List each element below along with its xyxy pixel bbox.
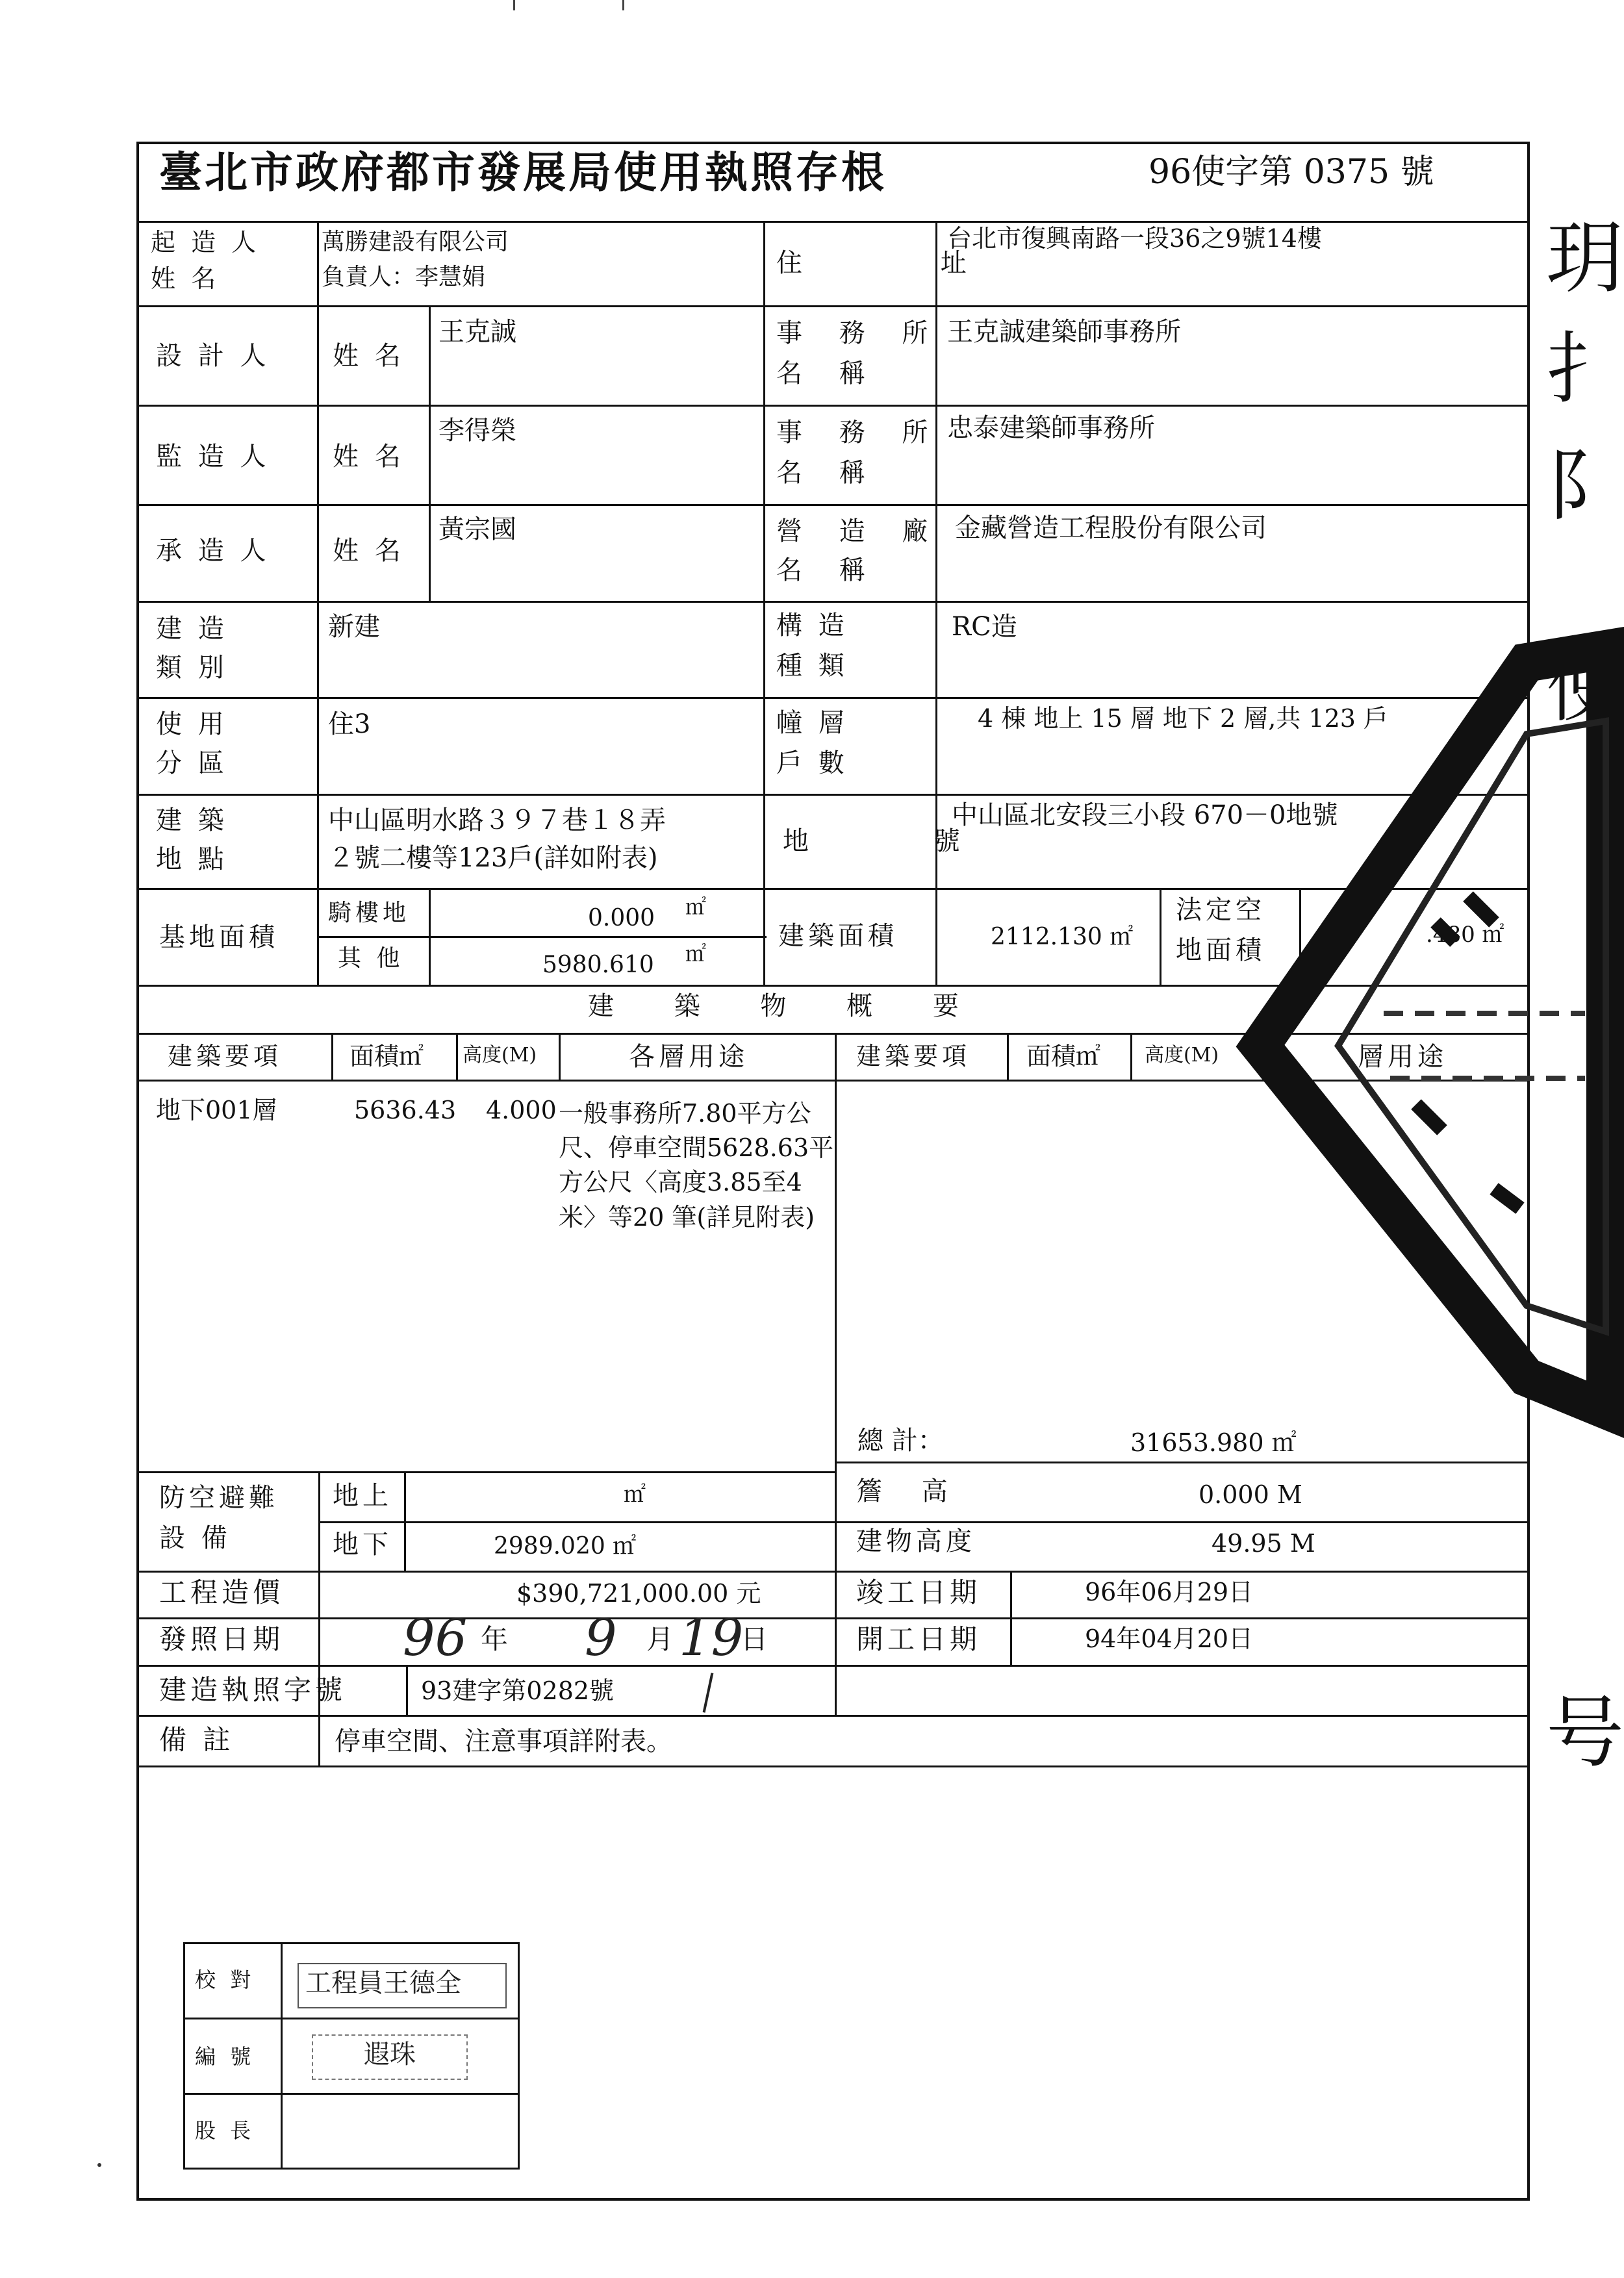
row-line — [835, 1462, 1530, 1463]
scan-mark — [622, 0, 624, 10]
floor-area: 5636.43 — [354, 1096, 457, 1124]
address-label: 住 址 — [776, 248, 1032, 278]
site-address-line1: 中山區明水路３９７巷１８弄 — [328, 805, 666, 835]
row-line — [136, 1617, 1530, 1619]
check-stamp: 工程員王德全 — [305, 1968, 461, 1998]
floor-use: 一般事務所7.80平方公尺、停車空間5628.63平方公尺〈高度3.85至4米〉等20 筆(詳見附表) — [559, 1099, 834, 1232]
designer-office-label: 事 務 所 — [776, 318, 943, 348]
supervisor-office: 忠泰建築師事務所 — [947, 413, 1155, 443]
use-zone-label-2: 分 區 — [156, 748, 228, 778]
shelter-above-label: 地上 — [333, 1481, 392, 1511]
summary-title: 建 築 物 概 要 — [588, 991, 985, 1021]
row-line — [136, 601, 1530, 603]
open-space-label: 法定空 — [1176, 895, 1265, 925]
other-value: 5980.610 — [542, 952, 654, 978]
designer-office: 王克誠建築師事務所 — [947, 317, 1181, 347]
designer-name: 王克誠 — [438, 317, 516, 347]
construction-type-label: 建 造 — [156, 614, 228, 644]
col-line — [1010, 1571, 1012, 1665]
designer-office-label-2: 名 稱 — [776, 359, 880, 388]
construction-type: 新建 — [328, 612, 380, 642]
units-label: 幢 層 — [776, 708, 848, 738]
col-line — [1160, 888, 1161, 985]
builder-person: 負責人：李慧娟 — [322, 264, 486, 290]
open-space-value: .480 ㎡ — [1426, 922, 1504, 948]
review-col-line — [281, 1942, 283, 2170]
col-line — [317, 221, 319, 985]
document-title: 臺北市政府都市發展局使用執照存根 — [159, 147, 887, 197]
margin-fragment: 使 — [1546, 642, 1624, 733]
col-use-header-2: 層用途 — [1358, 1042, 1447, 1072]
cost-value: $390,721,000.00 元 — [516, 1579, 761, 1608]
chief-label: 股 長 — [195, 2118, 255, 2143]
contractor-name-label: 姓 名 — [333, 536, 405, 566]
building-units: 4 棟 地上 15 層 地下 2 層,共 123 戶 — [978, 704, 1389, 733]
shelter-label-2: 設 備 — [159, 1523, 231, 1553]
supervisor-name: 李得榮 — [438, 416, 516, 446]
building-height-label: 建物高度 — [856, 1526, 976, 1556]
col-item-header: 建築要項 — [168, 1042, 283, 1070]
row-line — [136, 305, 1530, 307]
col-line — [1130, 1033, 1132, 1080]
number-stamp: 遐珠 — [364, 2040, 416, 2069]
floor-height: 4.000 — [486, 1096, 557, 1124]
row-line — [136, 405, 1530, 407]
col-height-header: 高度(M) — [463, 1044, 537, 1067]
col-area-header: 面積㎡ — [349, 1042, 424, 1070]
contractor-label: 承 造 人 — [156, 536, 270, 566]
site-area-label: 基地面積 — [159, 922, 279, 952]
issue-day-unit: 日 — [741, 1623, 768, 1655]
builder-label: 起 造 人 — [151, 228, 260, 257]
site-label: 建 築 — [156, 805, 228, 835]
issue-month-handwritten: 9 — [585, 1609, 617, 1667]
col-line — [404, 1471, 406, 1571]
eave-label: 簷 高 — [856, 1476, 963, 1506]
start-date: 94年04月20日 — [1085, 1625, 1254, 1653]
permit-number: 96使字第 0375 號 — [1148, 153, 1434, 192]
units-label-2: 戶 數 — [776, 748, 848, 778]
margin-fragment: 玥 — [1546, 214, 1624, 304]
open-space-label-2: 地面積 — [1176, 935, 1265, 965]
row-line — [136, 221, 1530, 223]
supervisor-office-label: 事 務 所 — [776, 418, 943, 448]
use-zone-label: 使 用 — [156, 709, 228, 739]
builder-company: 萬勝建設有限公司 — [322, 229, 509, 255]
designer-label: 設 計 人 — [156, 341, 270, 371]
row-line — [136, 1571, 1530, 1573]
completion-date: 96年06月29日 — [1085, 1578, 1254, 1606]
total-value: 31653.980 ㎡ — [1130, 1428, 1297, 1457]
row-line — [136, 1715, 1530, 1717]
row-line — [318, 936, 767, 938]
contractor-firm: 金藏營造工程股份有限公司 — [955, 513, 1267, 543]
col-use-header: 各層用途 — [629, 1042, 748, 1072]
cost-label: 工程造價 — [159, 1576, 285, 1608]
arcade-unit: ㎡ — [685, 894, 707, 919]
lot-label: 地 號 — [783, 826, 1019, 856]
shelter-below-value: 2989.020 ㎡ — [494, 1533, 637, 1560]
construction-type-label-2: 類 別 — [156, 653, 228, 683]
arcade-value: 0.000 — [588, 905, 655, 931]
scan-mark — [513, 0, 515, 10]
license-label: 建造執照字號 — [159, 1674, 347, 1706]
remarks-label: 備 註 — [159, 1724, 235, 1756]
col-line — [429, 305, 431, 601]
contractor-firm-label: 營 造 廠 — [776, 516, 943, 546]
site-label-2: 地 點 — [156, 844, 228, 874]
review-row-line — [183, 2093, 520, 2095]
structure-type: RC造 — [952, 612, 1017, 642]
start-date-label: 開工日期 — [856, 1623, 982, 1655]
row-line — [318, 1521, 1530, 1523]
building-height-value: 49.95 M — [1212, 1529, 1315, 1558]
shelter-above-value: ㎡ — [624, 1482, 646, 1508]
contractor-firm-label-2: 名 稱 — [776, 555, 880, 585]
row-line — [136, 504, 1530, 506]
scan-mark — [97, 2163, 101, 2167]
col-line — [559, 1033, 561, 1080]
shelter-below-label: 地下 — [333, 1530, 392, 1560]
col-line — [331, 1033, 333, 1080]
row-line — [136, 1765, 1530, 1767]
floor-item: 地下001層 — [156, 1096, 277, 1124]
review-row-line — [183, 2018, 520, 2019]
row-line — [136, 1665, 1530, 1667]
issue-day-handwritten: 19 — [679, 1609, 744, 1667]
number-label: 編 號 — [195, 2044, 255, 2069]
license-number: 93建字第0282號 — [421, 1677, 615, 1705]
col-line — [1007, 1033, 1009, 1080]
total-label: 總 計： — [857, 1426, 944, 1456]
official-seal-stamp — [1221, 650, 1606, 1429]
designer-name-label: 姓 名 — [333, 341, 405, 371]
other-label: 其 他 — [338, 945, 404, 972]
site-address-line2: ２號二樓等123戶(詳如附表) — [328, 843, 658, 873]
col-area-header-2: 面積㎡ — [1026, 1042, 1101, 1070]
arcade-label: 騎樓地 — [328, 900, 411, 926]
use-zone: 住3 — [328, 709, 371, 739]
issue-year-handwritten: 96 — [403, 1609, 468, 1667]
other-unit: ㎡ — [685, 941, 707, 966]
supervisor-name-label: 姓 名 — [333, 442, 405, 472]
col-line — [429, 888, 431, 985]
builder-name-label: 姓 名 — [151, 264, 220, 293]
supervisor-office-label-2: 名 稱 — [776, 458, 880, 488]
issue-date-label: 發照日期 — [159, 1623, 285, 1655]
margin-fragment: 阝 — [1546, 441, 1624, 531]
col-item-header-2: 建築要項 — [856, 1042, 971, 1070]
eave-value: 0.000 M — [1199, 1480, 1302, 1509]
col-line — [456, 1033, 458, 1080]
check-label: 校 對 — [195, 1968, 255, 1992]
issue-month-unit: 月 — [646, 1623, 674, 1655]
col-height-header-2: 高度(M) — [1145, 1044, 1219, 1067]
issue-year-unit: 年 — [481, 1623, 509, 1655]
builder-address: 台北市復興南路一段36之9號14樓 — [947, 224, 1322, 253]
margin-fragment: 扌 — [1546, 324, 1624, 414]
building-area: 2112.130 ㎡ — [991, 924, 1134, 950]
supervisor-label: 監 造 人 — [156, 442, 270, 472]
completion-label: 竣工日期 — [856, 1576, 982, 1608]
seal-diamond — [1260, 650, 1606, 1410]
structure-label: 構 造 — [776, 611, 848, 640]
col-line — [763, 221, 765, 985]
shelter-label: 防空避難 — [159, 1483, 279, 1513]
structure-label-2: 種 類 — [776, 651, 848, 681]
building-area-label: 建築面積 — [778, 921, 898, 951]
remarks-value: 停車空間、注意事項詳附表。 — [335, 1727, 672, 1756]
col-line — [318, 1471, 320, 1765]
row-line — [136, 1471, 835, 1473]
lot-number: 中山區北安段三小段 670－0地號 — [952, 800, 1338, 830]
contractor-name: 黃宗國 — [438, 514, 516, 544]
margin-fragment: 号 — [1546, 1688, 1624, 1778]
col-line — [406, 1665, 408, 1715]
